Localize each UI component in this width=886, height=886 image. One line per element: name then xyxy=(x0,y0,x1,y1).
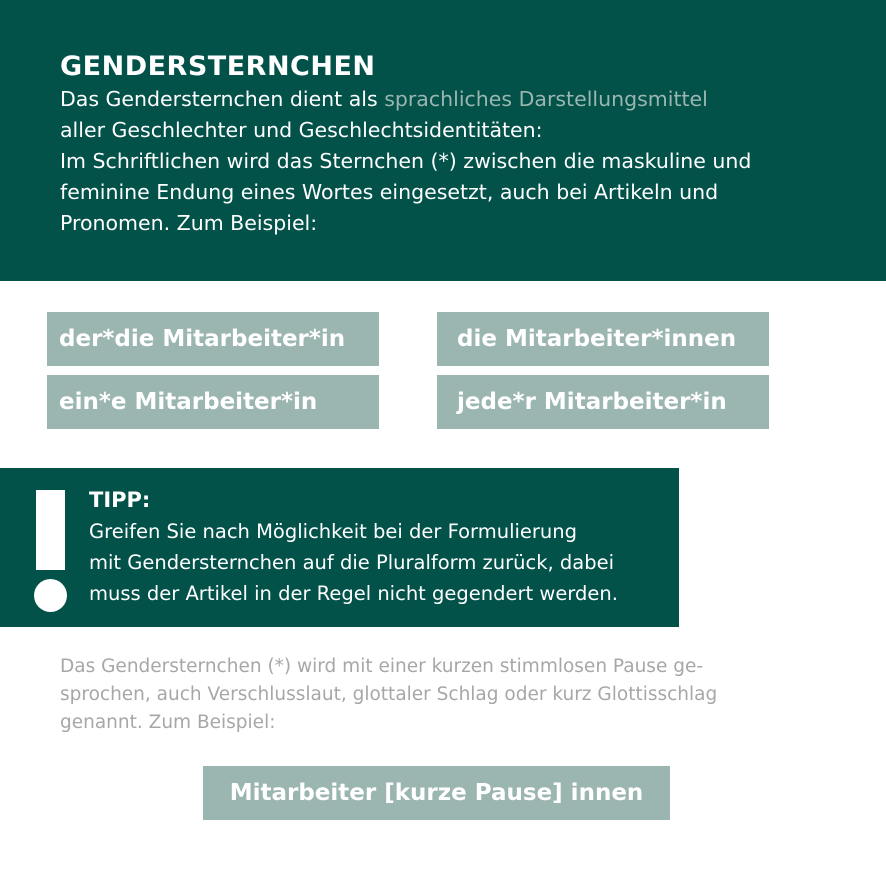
tip-text xyxy=(89,516,669,609)
tip-line-2: mit Gendersternchen auf die Pluralform zurück, dabei xyxy=(89,551,615,574)
tip-box xyxy=(0,468,679,627)
note-line-3: genannt. Zum Beispiel: xyxy=(60,712,276,733)
intro-line-5: Pronomen. Zum Beispiel: xyxy=(60,211,318,235)
header-section xyxy=(0,0,886,281)
intro-highlight: sprachliches Darstellungsmittel xyxy=(384,87,708,111)
intro-line-4: feminine Endung eines Wortes eingesetzt, auch bei Artikeln und xyxy=(60,180,719,204)
example-box-1: der*die Mitarbeiter*in xyxy=(47,312,379,366)
tip-line-1: Greifen Sie nach Möglichkeit bei der Formulierung xyxy=(89,520,578,543)
example-box-3: ein*e Mitarbeiter*in xyxy=(47,375,379,429)
page-title: GENDERSTERNCHEN xyxy=(60,51,376,82)
intro-line-3: Im Schriftlichen wird das Sternchen (*) zwischen die maskuline und xyxy=(60,149,752,173)
intro-text xyxy=(60,84,846,239)
pronunciation-note xyxy=(60,653,850,737)
intro-line-1 xyxy=(60,84,846,115)
note-line-2: sprochen, auch Verschlusslaut, glottaler Schlag oder kurz Glottisschlag xyxy=(60,684,718,705)
intro-line-2: aller Geschlechter und Geschlechtsidentitäten: xyxy=(60,118,543,142)
tip-line-3: muss der Artikel in der Regel nicht gegendert werden. xyxy=(89,582,618,605)
note-line-1: Das Gendersternchen (*) wird mit einer kurzen stimmlosen Pause ge- xyxy=(60,656,704,677)
intro-text-start: Das Gendersternchen dient als xyxy=(60,87,385,111)
exclamation-dot xyxy=(34,579,67,612)
tip-title: TIPP: xyxy=(89,488,151,512)
exclamation-bar xyxy=(36,490,65,570)
pause-example-box: Mitarbeiter [kurze Pause] innen xyxy=(203,766,670,820)
example-box-2: die Mitarbeiter*innen xyxy=(437,312,769,366)
example-box-4: jede*r Mitarbeiter*in xyxy=(437,375,769,429)
